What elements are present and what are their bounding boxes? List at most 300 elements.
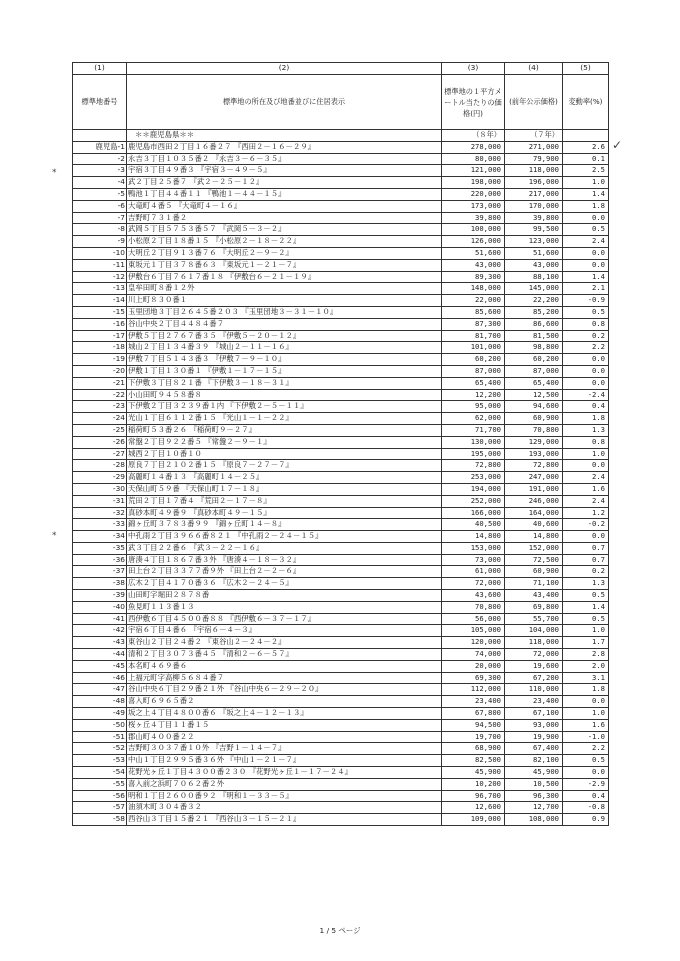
price-cell: 81,700	[442, 330, 505, 342]
table-row	[73, 519, 609, 531]
standard-number-cell: -22	[73, 389, 127, 401]
table-row	[73, 165, 609, 177]
price-cell: 43,600	[442, 590, 505, 602]
price-cell: 95,000	[442, 401, 505, 413]
table-row	[73, 613, 609, 625]
previous-price-cell: 40,600	[505, 519, 563, 531]
change-rate-cell: 0.5	[563, 224, 609, 236]
price-cell: 72,000	[442, 578, 505, 590]
change-rate-cell: 1.6	[563, 483, 609, 495]
location-cell: 下伊敷３丁目８２１番 『下伊敷３－１８－３１』	[127, 377, 442, 389]
table-row	[73, 436, 609, 448]
location-cell: 錦ヶ丘町３７８３番９９ 『錦ヶ丘町１４－８』	[127, 519, 442, 531]
location-cell: 原良７丁目２１０２番１５ 『原良７－２７－７』	[127, 460, 442, 472]
change-rate-cell: 0.2	[563, 566, 609, 578]
price-cell: 60,200	[442, 354, 505, 366]
location-cell: 武２丁目２５番７ 『武２－２５－１２』	[127, 177, 442, 189]
change-rate-cell: 0.0	[563, 377, 609, 389]
location-cell: 稲荷町５３番２６ 『稲荷町９－２７』	[127, 424, 442, 436]
location-cell: 川上町８３０番１	[127, 295, 442, 307]
price-cell: 252,000	[442, 495, 505, 507]
previous-price-cell: 88,100	[505, 271, 563, 283]
table-row	[73, 778, 609, 790]
table-row	[73, 365, 609, 377]
location-cell: 中孔雨２丁目３９６６番８２１ 『中孔雨２－２４－１５』	[127, 531, 442, 543]
previous-price-cell: 96,300	[505, 790, 563, 802]
price-cell: 61,000	[442, 566, 505, 578]
location-cell: 桜ヶ丘４丁目１１番１５	[127, 719, 442, 731]
table-row	[73, 637, 609, 649]
price-cell: 10,200	[442, 778, 505, 790]
table-row	[73, 306, 609, 318]
standard-number-cell: -20	[73, 365, 127, 377]
standard-number-cell: -50	[73, 719, 127, 731]
table-row	[73, 177, 609, 189]
price-cell: 100,000	[442, 224, 505, 236]
table-row	[73, 342, 609, 354]
table-row	[73, 755, 609, 767]
table-row	[73, 495, 609, 507]
change-rate-cell: 0.0	[563, 259, 609, 271]
previous-price-cell: 72,500	[505, 554, 563, 566]
location-cell: 谷山中央６丁目２９番２１外 『谷山中央６－２９－２０』	[127, 684, 442, 696]
location-cell: 武３丁目２２番６ 『武３－２２－１６』	[127, 542, 442, 554]
table-row	[73, 507, 609, 519]
standard-number-cell: -35	[73, 542, 127, 554]
change-rate-cell: 1.8	[563, 684, 609, 696]
standard-number-cell: -25	[73, 424, 127, 436]
location-cell: 小松原２丁目１８番１５ 『小松原２－１８－２２』	[127, 236, 442, 248]
change-rate-cell: 2.4	[563, 472, 609, 484]
standard-number-cell: -10	[73, 247, 127, 259]
standard-number-cell: -48	[73, 696, 127, 708]
previous-price-cell: 108,000	[505, 814, 563, 826]
location-cell: 伊敷台６丁目７６１７番１８ 『伊敷台６－２１－１９』	[127, 271, 442, 283]
location-cell: 清和２丁目３０７３番４５ 『清和２－６－５７』	[127, 649, 442, 661]
table-row	[73, 672, 609, 684]
previous-price-cell: 60,900	[505, 566, 563, 578]
prefecture-label: ＊＊鹿児島県＊＊	[127, 130, 442, 142]
price-cell: 120,000	[442, 637, 505, 649]
standard-number-cell: -7	[73, 212, 127, 224]
change-rate-cell: 1.0	[563, 625, 609, 637]
location-cell: 武岡５丁目５７５３番５７ 『武岡５－３－２』	[127, 224, 442, 236]
previous-price-cell: 118,000	[505, 637, 563, 649]
change-rate-cell: 2.4	[563, 236, 609, 248]
change-rate-cell: 0.1	[563, 153, 609, 165]
standard-number-cell: -38	[73, 578, 127, 590]
table-row	[73, 377, 609, 389]
standard-number-cell: -45	[73, 660, 127, 672]
change-rate-cell: 3.1	[563, 672, 609, 684]
location-cell: 大明丘２丁目９１３番７６ 『大明丘２－９－２』	[127, 247, 442, 259]
location-cell: 伊敷５丁目２７６７番３５ 『伊敷５－２０－１２』	[127, 330, 442, 342]
location-cell: 高麗町１４番１３ 『高麗町１４－２５』	[127, 472, 442, 484]
col-number-1: (1)	[73, 63, 127, 75]
location-cell: 東谷山２丁目２４番２ 『東谷山２－２４－２』	[127, 637, 442, 649]
change-rate-cell: 0.5	[563, 755, 609, 767]
table-row	[73, 649, 609, 661]
standard-number-cell: -9	[73, 236, 127, 248]
location-cell: 鴨池１丁目４４番１１ 『鴨池１－４４－１５』	[127, 188, 442, 200]
change-rate-cell: 2.8	[563, 649, 609, 661]
change-rate-cell: 2.4	[563, 495, 609, 507]
location-cell: 玉里団地３丁目２６４５番２０３ 『玉里団地３－３１－１０』	[127, 306, 442, 318]
previous-price-cell: 55,700	[505, 613, 563, 625]
previous-price-cell: 65,400	[505, 377, 563, 389]
table-row	[73, 413, 609, 425]
change-rate-cell: 1.0	[563, 708, 609, 720]
change-rate-cell: -1.0	[563, 731, 609, 743]
price-cell: 73,000	[442, 554, 505, 566]
previous-price-cell: 85,200	[505, 306, 563, 318]
location-cell: 坂之上４丁目４８００番６ 『坂之上４－１２－１３』	[127, 708, 442, 720]
standard-number-cell: -16	[73, 318, 127, 330]
year-current: （８年）	[442, 130, 505, 142]
standard-number-cell: -52	[73, 743, 127, 755]
table-row	[73, 684, 609, 696]
standard-number-cell: -39	[73, 590, 127, 602]
location-cell: 山田町字堀田２８７８番	[127, 590, 442, 602]
table-row	[73, 212, 609, 224]
table-row	[73, 814, 609, 826]
standard-number-cell: -36	[73, 554, 127, 566]
table-row	[73, 224, 609, 236]
header-previous-price: (前年公示価格)	[505, 75, 563, 130]
price-cell: 14,800	[442, 531, 505, 543]
change-rate-cell: 0.8	[563, 436, 609, 448]
margin-asterisk-mark: *	[52, 531, 57, 541]
margin-asterisk-mark: *	[52, 168, 57, 178]
table-row	[73, 708, 609, 720]
standard-number-cell: -24	[73, 413, 127, 425]
price-cell: 20,000	[442, 660, 505, 672]
change-rate-cell: 0.0	[563, 767, 609, 779]
land-price-table	[72, 62, 609, 826]
previous-price-cell: 98,800	[505, 342, 563, 354]
change-rate-cell: 0.7	[563, 554, 609, 566]
table-row	[73, 802, 609, 814]
table-row	[73, 247, 609, 259]
previous-price-cell: 247,000	[505, 472, 563, 484]
change-rate-cell: 0.0	[563, 247, 609, 259]
location-cell: 小山田町９４５８番８	[127, 389, 442, 401]
change-rate-cell: -2.9	[563, 778, 609, 790]
table-row	[73, 401, 609, 413]
location-cell: 明和１丁目２６００番９２ 『明和１－３３－５』	[127, 790, 442, 802]
price-cell: 253,000	[442, 472, 505, 484]
location-cell: 宇宿６丁目４番６ 『宇宿６－４－３』	[127, 625, 442, 637]
price-cell: 121,000	[442, 165, 505, 177]
year-previous: （７年）	[505, 130, 563, 142]
table-row	[73, 554, 609, 566]
price-cell: 87,000	[442, 365, 505, 377]
table-row	[73, 259, 609, 271]
location-cell: 中山１丁目２９９５番３６外 『中山１－２１－７』	[127, 755, 442, 767]
previous-price-cell: 12,500	[505, 389, 563, 401]
change-rate-cell: 0.0	[563, 365, 609, 377]
table-row	[73, 200, 609, 212]
change-rate-cell: 0.5	[563, 613, 609, 625]
standard-number-cell: -23	[73, 401, 127, 413]
location-cell: 喜入前之浜町７０６２番２外	[127, 778, 442, 790]
location-cell: 城西２丁目１０番１０	[127, 448, 442, 460]
price-cell: 96,700	[442, 790, 505, 802]
standard-number-cell: -15	[73, 306, 127, 318]
price-cell: 71,700	[442, 424, 505, 436]
change-rate-cell: 0.2	[563, 330, 609, 342]
header-change-rate: 変動率(%)	[563, 75, 609, 130]
header-location: 標準地の所在及び地番並びに住居表示	[127, 75, 442, 130]
price-cell: 112,000	[442, 684, 505, 696]
previous-price-cell: 72,000	[505, 649, 563, 661]
change-rate-cell: 0.0	[563, 531, 609, 543]
change-rate-cell: 1.0	[563, 448, 609, 460]
previous-price-cell: 129,000	[505, 436, 563, 448]
price-cell: 45,900	[442, 767, 505, 779]
previous-price-cell: 45,900	[505, 767, 563, 779]
change-rate-cell: 0.0	[563, 696, 609, 708]
location-cell: 天保山町５９番 『天保山町１７－１８』	[127, 483, 442, 495]
col-number-4: (4)	[505, 63, 563, 75]
header-standard-number: 標準地番号	[73, 75, 127, 130]
previous-price-cell: 94,600	[505, 401, 563, 413]
price-cell: 166,000	[442, 507, 505, 519]
standard-number-cell: -49	[73, 708, 127, 720]
col-number-2: (2)	[127, 63, 442, 75]
change-rate-cell: 2.1	[563, 283, 609, 295]
price-cell: 12,200	[442, 389, 505, 401]
change-rate-cell: 2.0	[563, 660, 609, 672]
change-rate-cell: -0.9	[563, 295, 609, 307]
change-rate-cell: -0.8	[563, 802, 609, 814]
location-cell: 伊敷１丁目１３０番１ 『伊敷１－１７－１５』	[127, 365, 442, 377]
price-cell: 12,600	[442, 802, 505, 814]
table-row	[73, 542, 609, 554]
previous-price-cell: 39,800	[505, 212, 563, 224]
column-number-row	[73, 63, 609, 75]
table-row	[73, 188, 609, 200]
price-cell: 94,500	[442, 719, 505, 731]
standard-number-cell: -5	[73, 188, 127, 200]
change-rate-cell: 0.8	[563, 318, 609, 330]
table-row	[73, 448, 609, 460]
price-cell: 126,000	[442, 236, 505, 248]
table-row	[73, 271, 609, 283]
change-rate-cell: 0.4	[563, 790, 609, 802]
price-cell: 220,000	[442, 188, 505, 200]
change-rate-cell: 0.4	[563, 401, 609, 413]
standard-number-cell: -32	[73, 507, 127, 519]
table-row	[73, 590, 609, 602]
change-rate-cell: 0.0	[563, 212, 609, 224]
previous-price-cell: 51,600	[505, 247, 563, 259]
location-cell: 西谷山３丁目１５番２１ 『西谷山３－１５－２１』	[127, 814, 442, 826]
standard-number-cell: -57	[73, 802, 127, 814]
price-cell: 72,800	[442, 460, 505, 472]
change-rate-cell: 0.9	[563, 814, 609, 826]
standard-number-cell: -30	[73, 483, 127, 495]
standard-number-cell: -55	[73, 778, 127, 790]
change-rate-cell: 1.4	[563, 271, 609, 283]
standard-number-cell: -29	[73, 472, 127, 484]
previous-price-cell: 123,000	[505, 236, 563, 248]
change-rate-cell: 1.0	[563, 177, 609, 189]
standard-number-cell: -56	[73, 790, 127, 802]
location-cell: 油須木町３０４番３２	[127, 802, 442, 814]
location-cell: 大竜町４番５ 『大竜町４－１６』	[127, 200, 442, 212]
price-cell: 101,000	[442, 342, 505, 354]
table-row	[73, 696, 609, 708]
table-row	[73, 790, 609, 802]
table-row	[73, 566, 609, 578]
previous-price-cell: 145,000	[505, 283, 563, 295]
table-row	[73, 719, 609, 731]
table-row	[73, 153, 609, 165]
location-cell: 上福元町字高柳５６８４番７	[127, 672, 442, 684]
standard-number-cell: -34	[73, 531, 127, 543]
location-cell: 皇牟田町８番１２外	[127, 283, 442, 295]
price-cell: 194,000	[442, 483, 505, 495]
col-number-3: (3)	[442, 63, 505, 75]
change-rate-cell: 0.0	[563, 354, 609, 366]
previous-price-cell: 217,000	[505, 188, 563, 200]
standard-number-cell: -4	[73, 177, 127, 189]
previous-price-cell: 86,600	[505, 318, 563, 330]
table-row	[73, 767, 609, 779]
table-row	[73, 236, 609, 248]
change-rate-cell: 1.3	[563, 424, 609, 436]
previous-price-cell: 246,000	[505, 495, 563, 507]
change-rate-cell: 0.0	[563, 460, 609, 472]
standard-number-cell: -37	[73, 566, 127, 578]
standard-number-cell: -33	[73, 519, 127, 531]
price-cell: 68,900	[442, 743, 505, 755]
previous-price-cell: 19,600	[505, 660, 563, 672]
previous-price-cell: 191,000	[505, 483, 563, 495]
header-price: 標準地の１平方メートル当たりの価格(円)	[442, 75, 505, 130]
standard-number-cell: 鹿児島-1	[73, 141, 127, 153]
price-cell: 80,000	[442, 153, 505, 165]
price-cell: 278,000	[442, 141, 505, 153]
standard-number-cell: -6	[73, 200, 127, 212]
change-rate-cell: 0.5	[563, 306, 609, 318]
price-cell: 67,800	[442, 708, 505, 720]
standard-number-cell: -42	[73, 625, 127, 637]
previous-price-cell: 93,000	[505, 719, 563, 731]
price-cell: 82,500	[442, 755, 505, 767]
previous-price-cell: 87,000	[505, 365, 563, 377]
price-cell: 23,400	[442, 696, 505, 708]
previous-price-cell: 170,000	[505, 200, 563, 212]
previous-price-cell: 79,900	[505, 153, 563, 165]
table-row	[73, 389, 609, 401]
location-cell: 光山１丁目６１１２番１５ 『光山１－１－２２』	[127, 413, 442, 425]
page-footer: 1 / 5 ページ	[319, 926, 361, 935]
table-row	[73, 472, 609, 484]
price-cell: 51,600	[442, 247, 505, 259]
standard-number-cell: -43	[73, 637, 127, 649]
location-cell: 郡山町４００番２２	[127, 731, 442, 743]
previous-price-cell: 110,000	[505, 684, 563, 696]
price-cell: 69,300	[442, 672, 505, 684]
table-row	[73, 601, 609, 613]
location-cell: 鹿児島市西田２丁目１６番２７ 『西田２－１６－２９』	[127, 141, 442, 153]
table-row	[73, 318, 609, 330]
previous-price-cell: 271,000	[505, 141, 563, 153]
standard-number-cell: -58	[73, 814, 127, 826]
location-cell: 宇宿３丁目４９番３ 『宇宿３－４９－５』	[127, 165, 442, 177]
previous-price-cell: 152,000	[505, 542, 563, 554]
table-row	[73, 424, 609, 436]
change-rate-cell: 2.6	[563, 141, 609, 153]
previous-price-cell: 69,800	[505, 601, 563, 613]
previous-price-cell: 67,100	[505, 708, 563, 720]
location-cell: 永吉３丁目１０３５番２ 『永吉３－６－３５』	[127, 153, 442, 165]
change-rate-cell: 1.8	[563, 200, 609, 212]
previous-price-cell: 81,500	[505, 330, 563, 342]
standard-number-cell: -8	[73, 224, 127, 236]
previous-price-cell: 99,500	[505, 224, 563, 236]
col-number-5: (5)	[563, 63, 609, 75]
previous-price-cell: 67,200	[505, 672, 563, 684]
table-row	[73, 354, 609, 366]
change-rate-cell: 1.8	[563, 413, 609, 425]
standard-number-cell: -40	[73, 601, 127, 613]
change-rate-cell: 0.7	[563, 542, 609, 554]
previous-price-cell: 164,000	[505, 507, 563, 519]
previous-price-cell: 193,000	[505, 448, 563, 460]
location-cell: 西伊敷６丁目４５００番８８ 『西伊敷６－３７－１７』	[127, 613, 442, 625]
standard-number-cell: -13	[73, 283, 127, 295]
previous-price-cell: 60,900	[505, 413, 563, 425]
change-rate-cell: 2.2	[563, 342, 609, 354]
change-rate-cell: 1.4	[563, 188, 609, 200]
land-price-sheet	[72, 62, 608, 826]
price-cell: 109,000	[442, 814, 505, 826]
location-cell: 荒田２丁目１７番４ 『荒田２－１７－８』	[127, 495, 442, 507]
location-cell: 城山２丁目１３４番３９ 『城山２－１１－１６』	[127, 342, 442, 354]
location-cell: 谷山中央２丁目４４８４番７	[127, 318, 442, 330]
previous-price-cell: 10,500	[505, 778, 563, 790]
price-cell: 198,000	[442, 177, 505, 189]
previous-price-cell: 104,000	[505, 625, 563, 637]
change-rate-cell: 1.7	[563, 637, 609, 649]
price-cell: 173,000	[442, 200, 505, 212]
table-row	[73, 731, 609, 743]
change-rate-cell: 2.5	[563, 165, 609, 177]
standard-number-cell: -46	[73, 672, 127, 684]
location-cell: 広木２丁目４１７０番３６ 『広木２－２４－５』	[127, 578, 442, 590]
location-cell: 本名町４６９番６	[127, 660, 442, 672]
table-row	[73, 295, 609, 307]
location-cell: 伊敷７丁目５１４３番３ 『伊敷７－９－１０』	[127, 354, 442, 366]
price-cell: 85,600	[442, 306, 505, 318]
location-cell: 魚見町１１３番１３	[127, 601, 442, 613]
location-cell: 下伊敷２丁目３２３９番１内 『下伊敷２－５－１１』	[127, 401, 442, 413]
change-rate-cell: -2.4	[563, 389, 609, 401]
standard-number-cell: -44	[73, 649, 127, 661]
check-mark: ✓	[612, 138, 623, 152]
change-rate-cell: 1.2	[563, 507, 609, 519]
location-cell: 吉野町３０３７番１０外 『吉野１－１４－７』	[127, 743, 442, 755]
standard-number-cell: -3	[73, 165, 127, 177]
previous-price-cell: 196,000	[505, 177, 563, 189]
standard-number-cell: -18	[73, 342, 127, 354]
previous-price-cell: 82,100	[505, 755, 563, 767]
previous-price-cell: 60,200	[505, 354, 563, 366]
standard-number-cell: -47	[73, 684, 127, 696]
